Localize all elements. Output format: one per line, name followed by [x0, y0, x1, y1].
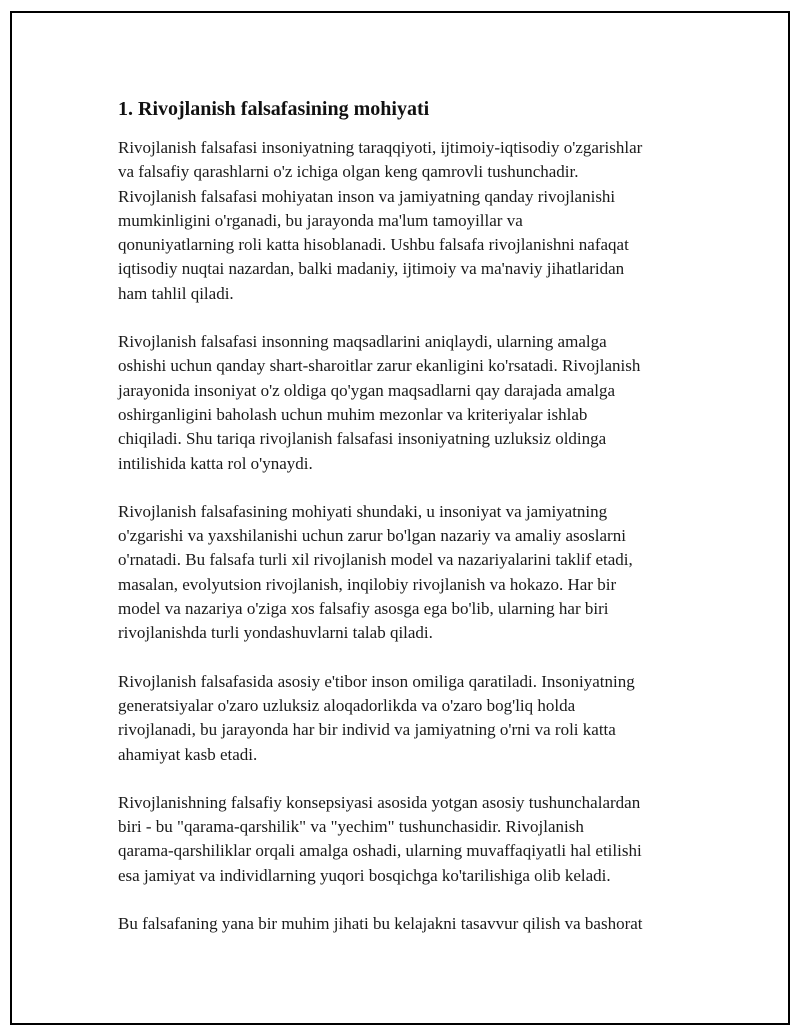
document-heading: 1. Rivojlanish falsafasining mohiyati [118, 98, 430, 120]
paragraph [118, 330, 693, 476]
text-line: mumkinligini o'rganadi, bu jarayonda ma'lum tamoyillar va [118, 210, 523, 230]
text-line: esa jamiyat va individlarning yuqori bosqichga ko'tarilishiga olib keladi. [118, 865, 611, 885]
text-line: Bu falsafaning yana bir muhim jihati bu kelajakni tasavvur qilish va bashorat [118, 914, 643, 934]
paragraph [118, 500, 693, 646]
paragraph [118, 670, 693, 767]
text-line: Rivojlanish falsafasining mohiyati shundaki, u insoniyat va jamiyatning [118, 501, 608, 521]
text-line: chiqiladi. Shu tariqa rivojlanish falsafasi insoniyatning uzluksiz oldinga [118, 429, 607, 449]
document-content [118, 97, 693, 960]
text-line: va falsafiy qarashlarni o'z ichiga olgan keng qamrovli tushunchadir. [118, 162, 579, 182]
text-line: rivojlanadi, bu jarayonda har bir individ va jamiyatning o'rni va roli katta [118, 720, 616, 740]
text-line: Rivojlanish falsafasi insonning maqsadlarini aniqlaydi, ularning amalga [118, 332, 607, 352]
text-line: Rivojlanish falsafasida asosiy e'tibor inson omiliga qaratiladi. Insoniyatning [118, 671, 635, 691]
text-line: masalan, evolyutsion rivojlanish, inqilobiy rivojlanish va hokazo. Har bir [118, 574, 617, 594]
text-line: Rivojlanishning falsafiy konsepsiyasi asosida yotgan asosiy tushunchalardan [118, 792, 641, 812]
text-line: qonuniyatlarning roli katta hisoblanadi. Ushbu falsafa rivojlanishni nafaqat [118, 235, 629, 255]
text-line: generatsiyalar o'zaro uzluksiz aloqadorlikda va o'zaro bog'liq holda [118, 695, 576, 715]
text-line: iqtisodiy nuqtai nazardan, balki madaniy, ijtimoiy va ma'naviy jihatlaridan [118, 259, 625, 279]
text-line: Rivojlanish falsafasi insoniyatning taraqqiyoti, ijtimoiy-iqtisodiy o'zgarishlar [118, 138, 643, 157]
text-line: oshishi uchun qanday shart-sharoitlar zarur ekanligini ko'rsatadi. Rivojlanish [118, 356, 641, 376]
text-line: biri - bu "qarama-qarshilik" va "yechim" tushunchasidir. Rivojlanish [118, 817, 584, 837]
text-line: intilishida katta rol o'ynaydi. [118, 453, 313, 473]
text-line: o'rnatadi. Bu falsafa turli xil rivojlanish model va nazariyalarini taklif etadi, [118, 550, 633, 570]
document-page [10, 11, 790, 1025]
text-line: rivojlanishda turli yondashuvlarni talab qiladi. [118, 623, 433, 643]
text-line: model va nazariya o'ziga xos falsafiy asosga ega bo'lib, ularning har biri [118, 599, 609, 619]
text-line: oshirganligini baholash uchun muhim mezonlar va kriteriyalar ishlab [118, 404, 588, 424]
paragraph [118, 136, 693, 306]
text-line: ham tahlil qiladi. [118, 283, 234, 303]
text-line: qarama-qarshiliklar orqali amalga oshadi, ularning muvaffaqiyatli hal etilishi [118, 841, 642, 861]
text-line: o'zgarishi va yaxshilanishi uchun zarur bo'lgan nazariy va amaliy asoslarni [118, 526, 626, 546]
text-line: Rivojlanish falsafasi mohiyatan inson va jamiyatning qanday rivojlanishi [118, 186, 616, 206]
paragraph [118, 791, 693, 888]
text-line: jarayonida insoniyat o'z oldiga qo'ygan maqsadlarni qay darajada amalga [118, 380, 616, 400]
text-line: ahamiyat kasb etadi. [118, 744, 258, 764]
paragraph [118, 912, 693, 936]
